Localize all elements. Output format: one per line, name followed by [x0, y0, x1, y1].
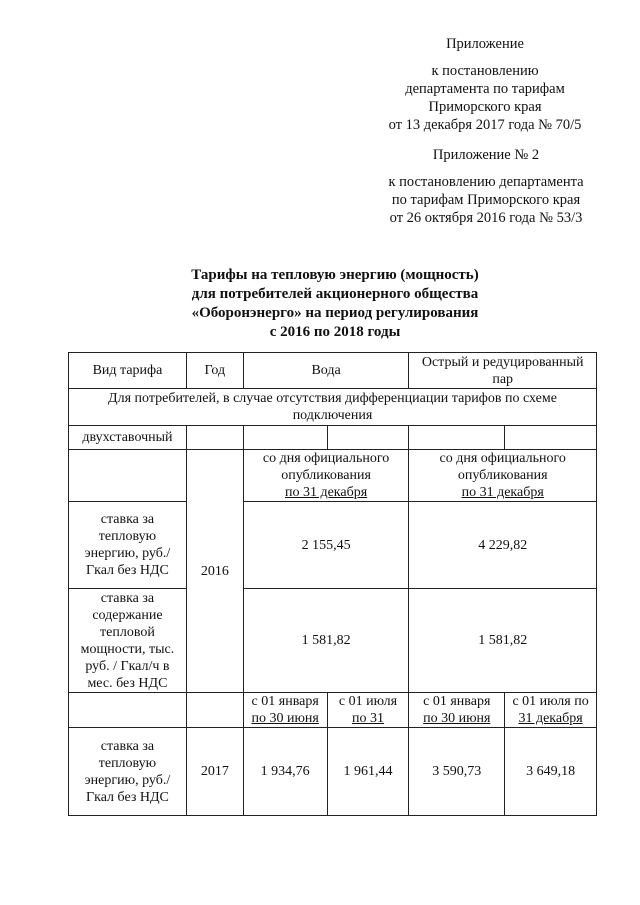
table-row	[69, 589, 597, 693]
empty-cell	[243, 426, 327, 450]
row-label: ставка за тепловую энергию, руб./Гкал без НДС	[69, 728, 187, 816]
value-steam: 4 229,82	[409, 502, 597, 589]
consumer-note: Для потребителей, в случае отсутствия дифференциации тарифов по схеме подключения	[69, 389, 597, 426]
header-line: Приморского края	[428, 99, 542, 115]
tariff-table	[68, 352, 597, 816]
document-title	[150, 266, 520, 342]
row-label: ставка за тепловую энергию, руб./Гкал без НДС	[69, 502, 187, 589]
title-line: с 2016 по 2018 годы	[269, 324, 401, 340]
value-water: 2 155,45	[243, 502, 409, 589]
value-steam-h1: 3 590,73	[409, 728, 505, 816]
header-steam: Острый и редуцированный пар	[409, 353, 597, 389]
value-water-h2: 1 961,44	[327, 728, 409, 816]
table-row	[69, 450, 597, 502]
title-line: «Оборонэнерго» на период регулирования	[191, 305, 479, 321]
header-line: по тарифам Приморского края	[391, 192, 581, 208]
table-row	[69, 728, 597, 816]
table-row	[69, 389, 597, 426]
empty-cell	[186, 426, 243, 450]
empty-cell	[69, 450, 187, 502]
table-row	[69, 502, 597, 589]
header-line: к постановлению	[431, 63, 539, 79]
header-year: Год	[186, 353, 243, 389]
header-tariff-type: Вид тарифа	[69, 353, 187, 389]
year-2016: 2016	[186, 450, 243, 693]
header-line: к постановлению департамента	[388, 174, 584, 190]
header-line: от 13 декабря 2017 года № 70/5	[388, 117, 582, 133]
empty-cell	[69, 693, 187, 728]
value-water: 1 581,82	[243, 589, 409, 693]
table-row	[69, 426, 597, 450]
period-2017-steam-h1: с 01 января по 30 июня	[409, 693, 505, 728]
title-line: Тарифы на тепловую энергию (мощность)	[191, 267, 479, 283]
table-header-row	[69, 353, 597, 389]
empty-cell	[186, 693, 243, 728]
empty-cell	[327, 426, 409, 450]
year-2017: 2017	[186, 728, 243, 816]
value-steam-h2: 3 649,18	[505, 728, 597, 816]
appendix-2-title: Приложение № 2	[432, 147, 540, 163]
header-water: Вода	[243, 353, 409, 389]
appendix-title: Приложение	[446, 36, 524, 52]
header-line: департамента по тарифам	[405, 81, 565, 97]
approval-header-1	[380, 35, 590, 134]
period-2017-water-h1: с 01 января по 30 июня	[243, 693, 327, 728]
title-line: для потребителей акционерного общества	[191, 286, 479, 302]
value-water-h1: 1 934,76	[243, 728, 327, 816]
approval-header-2	[376, 146, 596, 227]
period-2017-water-h2: с 01 июля по 31	[327, 693, 409, 728]
empty-cell	[505, 426, 597, 450]
header-line: от 26 октября 2016 года № 53/3	[389, 210, 583, 226]
two-part-label: двухставочный	[69, 426, 187, 450]
row-label: ставка за содержание тепловой мощности, тыс. руб. / Гкал/ч в мес. без НДС	[69, 589, 187, 693]
period-2016-steam: со дня официального опубликования по 31 декабря	[409, 450, 597, 502]
period-2017-steam-h2: с 01 июля по 31 декабря	[505, 693, 597, 728]
value-steam: 1 581,82	[409, 589, 597, 693]
empty-cell	[409, 426, 505, 450]
period-2016-water: со дня официального опубликования по 31 декабря	[243, 450, 409, 502]
table-row	[69, 693, 597, 728]
